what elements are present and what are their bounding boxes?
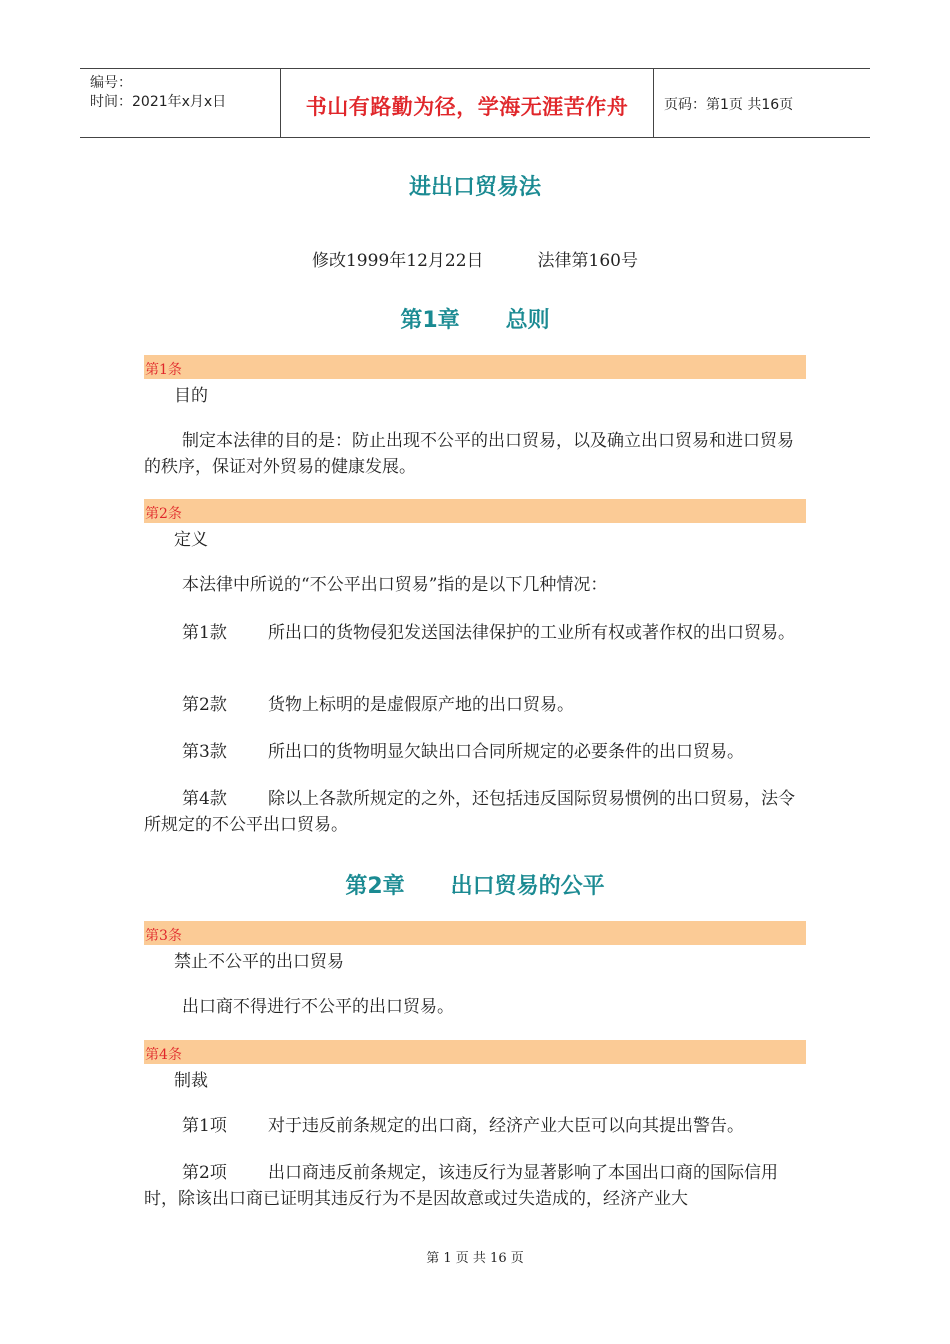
page-number-label: 页码：第1页 共16页	[664, 97, 794, 113]
number-label: 编号：	[90, 75, 132, 91]
chapter-2-heading: 第2章 出口贸易的公平	[345, 874, 605, 899]
article-4-bar	[144, 1040, 806, 1064]
article-1-label: 第1条	[145, 362, 182, 378]
header-meta-cell	[80, 69, 281, 137]
article-2-item-2: 第2款 货物上标明的是虚假原产地的出口贸易。	[182, 695, 574, 715]
article-2-bar	[144, 499, 806, 523]
article-2-intro: 本法律中所说的“不公平出口贸易”指的是以下几种情况：	[182, 575, 608, 595]
article-4-heading: 制裁	[174, 1071, 208, 1091]
article-1-bar	[144, 355, 806, 379]
article-2-heading: 定义	[174, 530, 208, 550]
article-3-bar	[144, 921, 806, 945]
article-4-item-2: 第2项 出口商违反前条规定，该违反行为显著影响了本国出口商的国际信用时，除该出口商已证明其违反行为不是因故意或过失造成的，经济产业大	[144, 1163, 778, 1209]
article-4-item-1: 第1项 对于违反前条规定的出口商，经济产业大臣可以向其提出警告。	[182, 1116, 744, 1136]
article-2-item-1: 第1款 所出口的货物侵犯发送国法律保护的工业所有权或著作权的出口贸易。	[182, 623, 795, 643]
article-3-label: 第3条	[145, 928, 182, 944]
article-4-label: 第4条	[145, 1047, 182, 1063]
article-2-item-3: 第3款 所出口的货物明显欠缺出口合同所规定的必要条件的出口贸易。	[182, 742, 744, 762]
document-title: 进出口贸易法	[408, 175, 541, 200]
article-2-label: 第2条	[145, 506, 182, 522]
time-label: 时间：2021年x月x日	[90, 94, 227, 110]
article-3-heading: 禁止不公平的出口贸易	[174, 952, 344, 972]
article-2-item-4: 第4款 除以上各款所规定的之外，还包括违反国际贸易惯例的出口贸易，法令所规定的不公平出口贸易。	[144, 789, 795, 835]
motto: 书山有路勤为径，学海无涯苦作舟	[305, 95, 629, 119]
revision-info: 修改1999年12月22日 法律第160号	[311, 251, 638, 271]
article-1-paragraph: 制定本法律的目的是：防止出现不公平的出口贸易，以及确立出口贸易和进口贸易的秩序，保证对外贸易的健康发展。	[144, 431, 794, 477]
chapter-1-heading: 第1章 总则	[400, 308, 550, 333]
header-page-cell	[654, 69, 870, 137]
article-3-paragraph: 出口商不得进行不公平的出口贸易。	[182, 997, 454, 1017]
page-header	[80, 68, 870, 138]
header-motto-cell	[281, 69, 654, 137]
page-footer: 第 1 页 共 16 页	[426, 1251, 524, 1266]
article-1-heading: 目的	[174, 386, 208, 406]
